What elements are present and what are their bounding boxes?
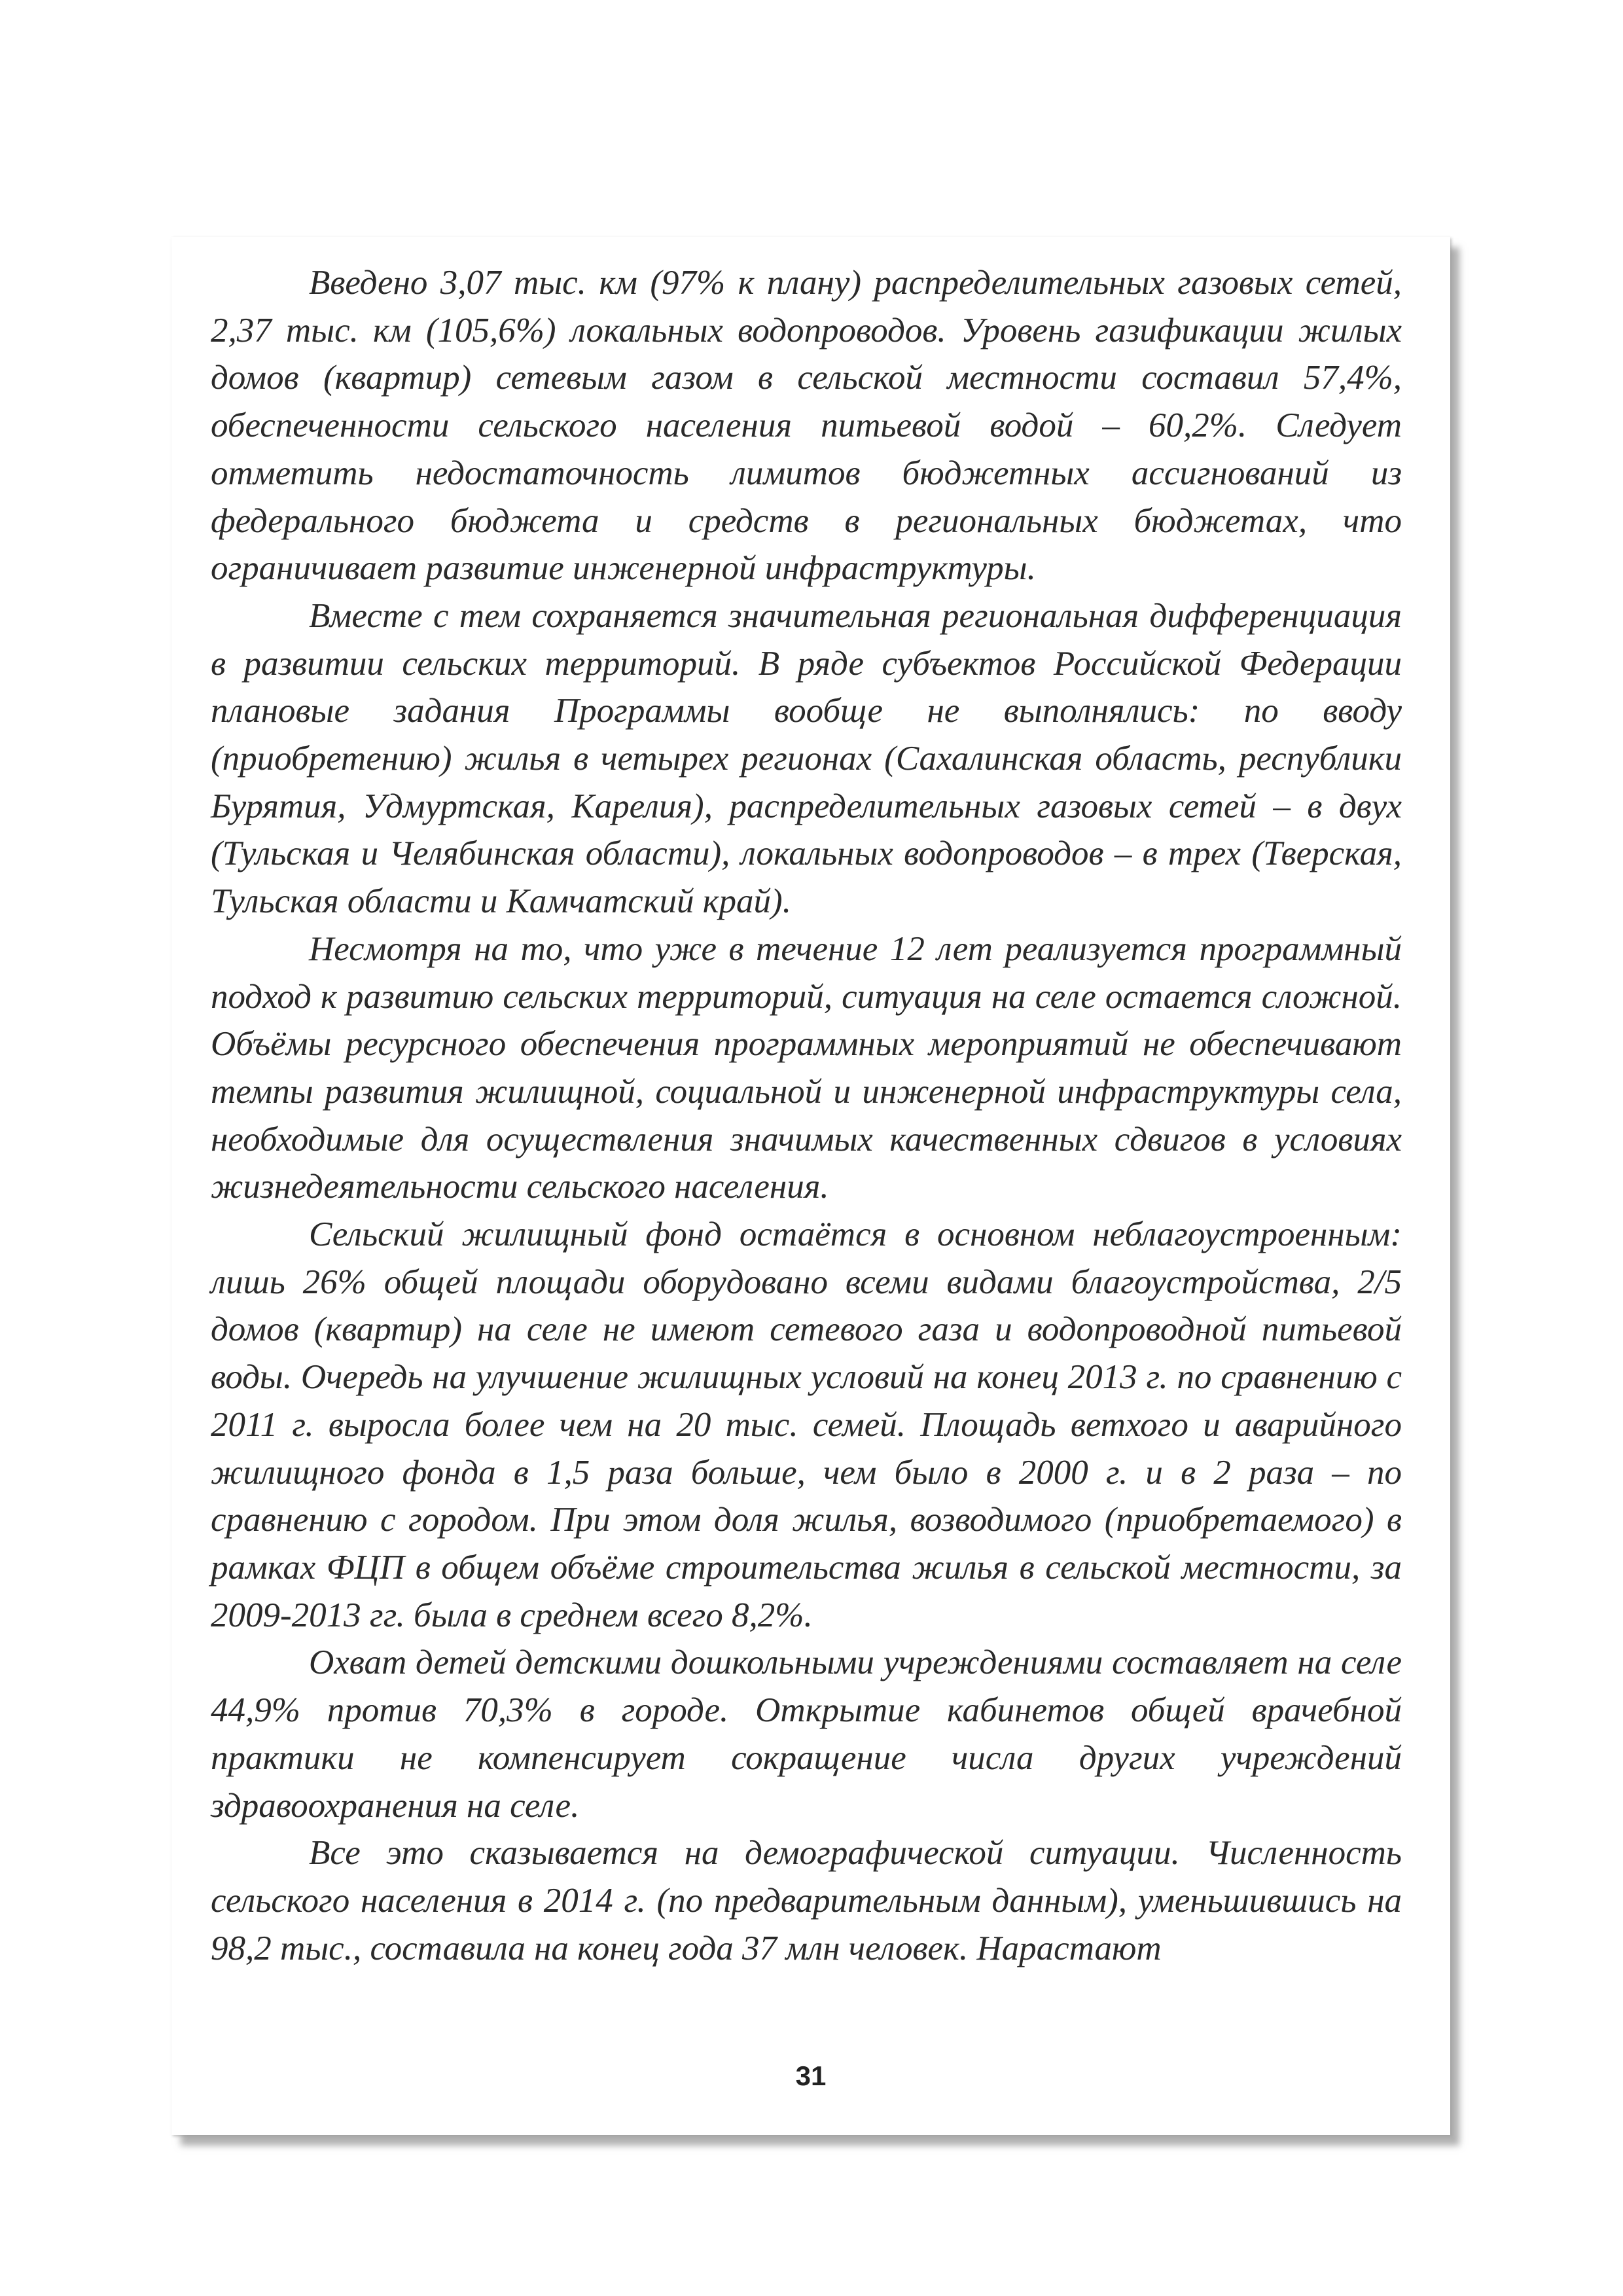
paragraph-4: Сельский жилищный фонд остаётся в основном неблагоустроенным: лишь 26% общей площади оборудовано всеми видами благоустройства, 2/5 домов (квартир) на селе не имеют сетевого газа и водопроводной питьевой воды. Очередь на улучшение жилищных условий на конец 2013 г. по сравнению с 2011 г. выросла более чем на 20 тыс. семей. Площадь ветхого и аварийного жилищного фонда в 1,5 раза больше, чем было в 2000 г. и в 2 раза – по сравнению с городом. При этом доля жилья, возводимого (приобретаемого) в рамках ФЦП в общем объёме строительства жилья в сельской местности, за 2009-2013 гг. была в среднем всего 8,2%. <box>211 1215 1402 1634</box>
page-sheet <box>171 237 1450 2135</box>
page-number: 31 <box>795 2060 827 2091</box>
body-text <box>211 259 1402 1972</box>
paragraph-1: Введено 3,07 тыс. км (97% к плану) распределительных газовых сетей, 2,37 тыс. км (105,6%) локальных водопроводов. Уровень газификации жилых домов (квартир) сетевым газом в сельской местности составил 57,4%, обеспеченности сельского населения питьевой водой – 60,2%. Следует отметить недостаточность лимитов бюджетных ассигнований из федерального бюджета и средств в региональных бюджетах, что ограничивает развитие инженерной инфраструктуры. <box>211 264 1402 588</box>
paragraph-3: Несмотря на то, что уже в течение 12 лет реализуется программный подход к развитию сельских территорий, ситуация на селе остается сложной. Объёмы ресурсного обеспечения программных мероприятий не обеспечивают темпы развития жилищной, социальной и инженерной инфраструктуры села, необходимые для осуществления значимых качественных сдвигов в условиях жизнедеятельности сельского населения. <box>211 929 1402 1206</box>
paragraph-6: Все это сказывается на демографической ситуации. Численность сельского населения в 2014 г. (по предварительным данным), уменьшившись на 98,2 тыс., составила на конец года 37 млн человек. Нарастают <box>211 1834 1402 1967</box>
paragraph-5: Охват детей детскими дошкольными учреждениями составляет на селе 44,9% против 70,3% в городе. Открытие кабинетов общей врачебной практики не компенсирует сокращение числа других учреждений здравоохранения на селе. <box>211 1643 1402 1825</box>
paragraph-2: Вместе с тем сохраняется значительная региональная дифференциация в развитии сельских территорий. В ряде субъектов Российской Федерации плановые задания Программы вообще не выполнялись: по вводу (приобретению) жилья в четырех регионах (Сахалинская область, республики Бурятия, Удмуртская, Карелия), распределительных газовых сетей – в двух (Тульская и Челябинская области), локальных водопроводов – в трех (Тверская, Тульская области и Камчатский край). <box>211 596 1402 921</box>
